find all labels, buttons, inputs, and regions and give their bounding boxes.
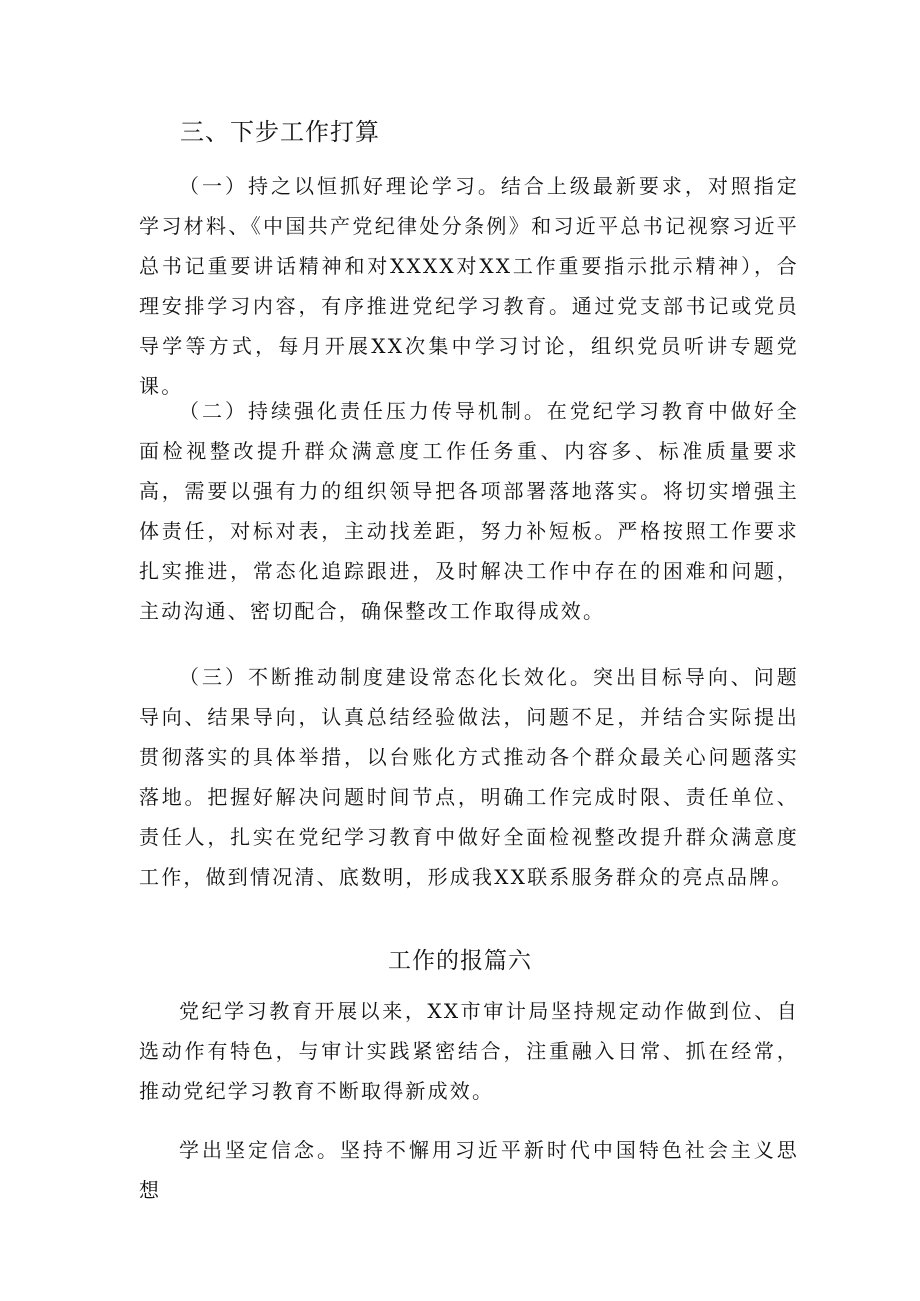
- paragraph-3: （三）不断推动制度建设常态化长效化。突出目标导向、问题导向、结果导向，认真总结经验做法，问题不足，并结合实际提出贯彻落实的具体举措，以台账化方式推动各个群众最关心问题落实落地。把握好解决问题时间节点，明确工作完成时限、责任单位、责任人，扎实在党纪学习教育中做好全面检视整改提升群众满意度工作，做到情况清、底数明，形成我XX联系服务群众的亮点品牌。: [139, 665, 799, 889]
- paragraph-1: （一）持之以恒抓好理论学习。结合上级最新要求，对照指定学习材料、《中国共产党纪律处分条例》和习近平总书记视察习近平总书记重要讲话精神和对XXXX对XX工作重要指示批示精神），合理安排学习内容，有序推进党纪学习教育。通过党支部书记或党员导学等方式，每月开展XX次集中学习讨论，组织党员听讲专题党课。: [139, 174, 799, 398]
- section-heading: 三、下步工作打算: [180, 118, 380, 146]
- article-paragraph-1: 党纪学习教育开展以来，XX市审计局坚持规定动作做到位、自选动作有特色，与审计实践紧密结合，注重融入日常、抓在经常，推动党纪学习教育不断取得新成效。: [139, 999, 799, 1103]
- article-paragraph-2: 学出坚定信念。坚持不懈用习近平新时代中国特色社会主义思想: [139, 1138, 799, 1202]
- article-title: 工作的报篇六: [388, 948, 532, 974]
- paragraph-2: （二）持续强化责任压力传导机制。在党纪学习教育中做好全面检视整改提升群众满意度工作任务重、内容多、标准质量要求高，需要以强有力的组织领导把各项部署落地落实。将切实增强主体责任，对标对表，主动找差距，努力补短板。严格按照工作要求扎实推进，常态化追踪跟进，及时解决工作中存在的困难和问题，主动沟通、密切配合，确保整改工作取得成效。: [139, 399, 799, 623]
